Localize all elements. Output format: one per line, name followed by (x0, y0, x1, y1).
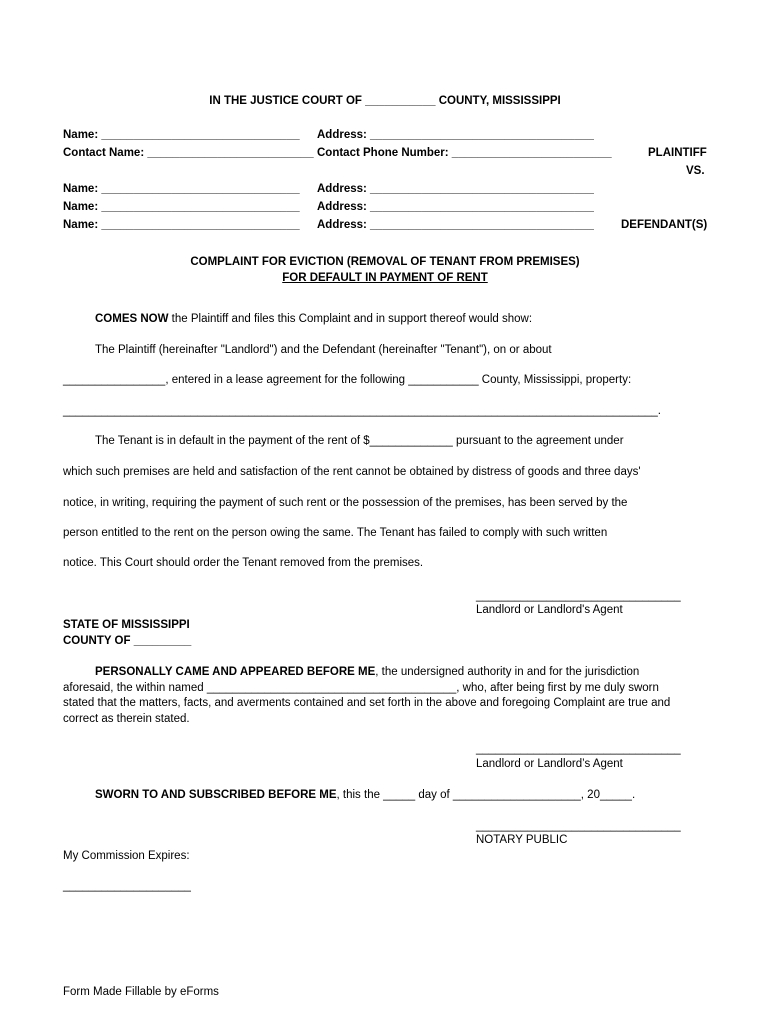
defendant-name-field[interactable]: Name: _______________________________ (63, 219, 300, 231)
footer-text: Form Made Fillable by eForms (63, 986, 219, 998)
lease-date-line[interactable]: ________________, entered in a lease agreement for the following ___________ County, Mississippi, property: (63, 374, 632, 386)
defendant-address-field[interactable]: Address: ___________________________________ (317, 183, 594, 195)
comes-now-paragraph (95, 313, 532, 325)
plaintiff-contact-name-field[interactable]: Contact Name: __________________________ (63, 147, 314, 159)
notary-label: NOTARY PUBLIC (476, 834, 568, 846)
plaintiff-label: PLAINTIFF (648, 147, 707, 159)
landlord-signature-label-2: Landlord or Landlord’s Agent (476, 758, 623, 770)
appeared-text: , the undersigned authority in and for the jurisdiction aforesaid, the within named _______________________________________, who, after being first by me duly sworn stated that the matters, facts, and averments contained and set forth in the above and foregoing Complaint are true and correct as therein stated. (63, 666, 671, 725)
sworn-line[interactable] (95, 789, 635, 801)
appeared-bold: PERSONALLY CAME AND APPEARED BEFORE ME (95, 666, 376, 678)
comes-now-text: the Plaintiff and files this Complaint and in support thereof would show: (168, 313, 533, 325)
vs-label: VS. (686, 165, 705, 177)
plaintiff-address-field[interactable]: Address: ___________________________________ (317, 129, 594, 141)
landlord-signature-line[interactable]: ________________________________ (476, 590, 681, 602)
commission-line[interactable]: ____________________ (63, 880, 191, 892)
comes-now-bold: COMES NOW (95, 313, 169, 325)
defendant-address-field[interactable]: Address: ___________________________________ (317, 219, 594, 231)
body-line: notice. This Court should order the Tenant removed from the premises. (63, 557, 424, 569)
body-line: person entitled to the rent on the person owing the same. The Tenant has failed to comply with such written (63, 527, 608, 539)
body-line: which such premises are held and satisfaction of the rent cannot be obtained by distress of goods and three days' (63, 466, 641, 478)
body-line: The Plaintiff (hereinafter "Landlord") and the Defendant (hereinafter "Tenant"), on or about (95, 344, 552, 356)
defendant-label: DEFENDANT(S) (621, 219, 708, 231)
plaintiff-contact-phone-field[interactable]: Contact Phone Number: _________________________ (317, 147, 612, 159)
complaint-title-line1: COMPLAINT FOR EVICTION (REMOVAL OF TENANT FROM PREMISES) (190, 256, 580, 268)
plaintiff-name-field[interactable]: Name: _______________________________ (63, 129, 300, 141)
state-label: STATE OF MISSISSIPPI (63, 619, 190, 631)
commission-label: My Commission Expires: (63, 850, 190, 862)
notary-signature-line[interactable]: ________________________________ (476, 820, 681, 832)
rent-default-line[interactable]: The Tenant is in default in the payment of the rent of $_____________ pursuant to the agreement under (95, 435, 624, 447)
court-header: IN THE JUSTICE COURT OF ___________ COUNTY, MISSISSIPPI (209, 95, 561, 107)
complaint-title-line2: FOR DEFAULT IN PAYMENT OF RENT (282, 272, 488, 284)
property-line[interactable]: _____________________________________________________________________________________________. (63, 405, 661, 417)
sworn-text: , this the _____ day of ____________________, 20_____. (336, 789, 636, 801)
appeared-paragraph (63, 665, 683, 727)
defendant-name-field[interactable]: Name: _______________________________ (63, 201, 300, 213)
landlord-signature-line-2[interactable]: ________________________________ (476, 743, 681, 755)
body-line: notice, in writing, requiring the payment of such rent or the possession of the premises, has been served by the (63, 497, 628, 509)
landlord-signature-label: Landlord or Landlord's Agent (476, 604, 623, 616)
defendant-name-field[interactable]: Name: _______________________________ (63, 183, 300, 195)
county-label[interactable]: COUNTY OF _________ (63, 635, 192, 647)
sworn-bold: SWORN TO AND SUBSCRIBED BEFORE ME (95, 789, 337, 801)
defendant-address-field[interactable]: Address: ___________________________________ (317, 201, 594, 213)
